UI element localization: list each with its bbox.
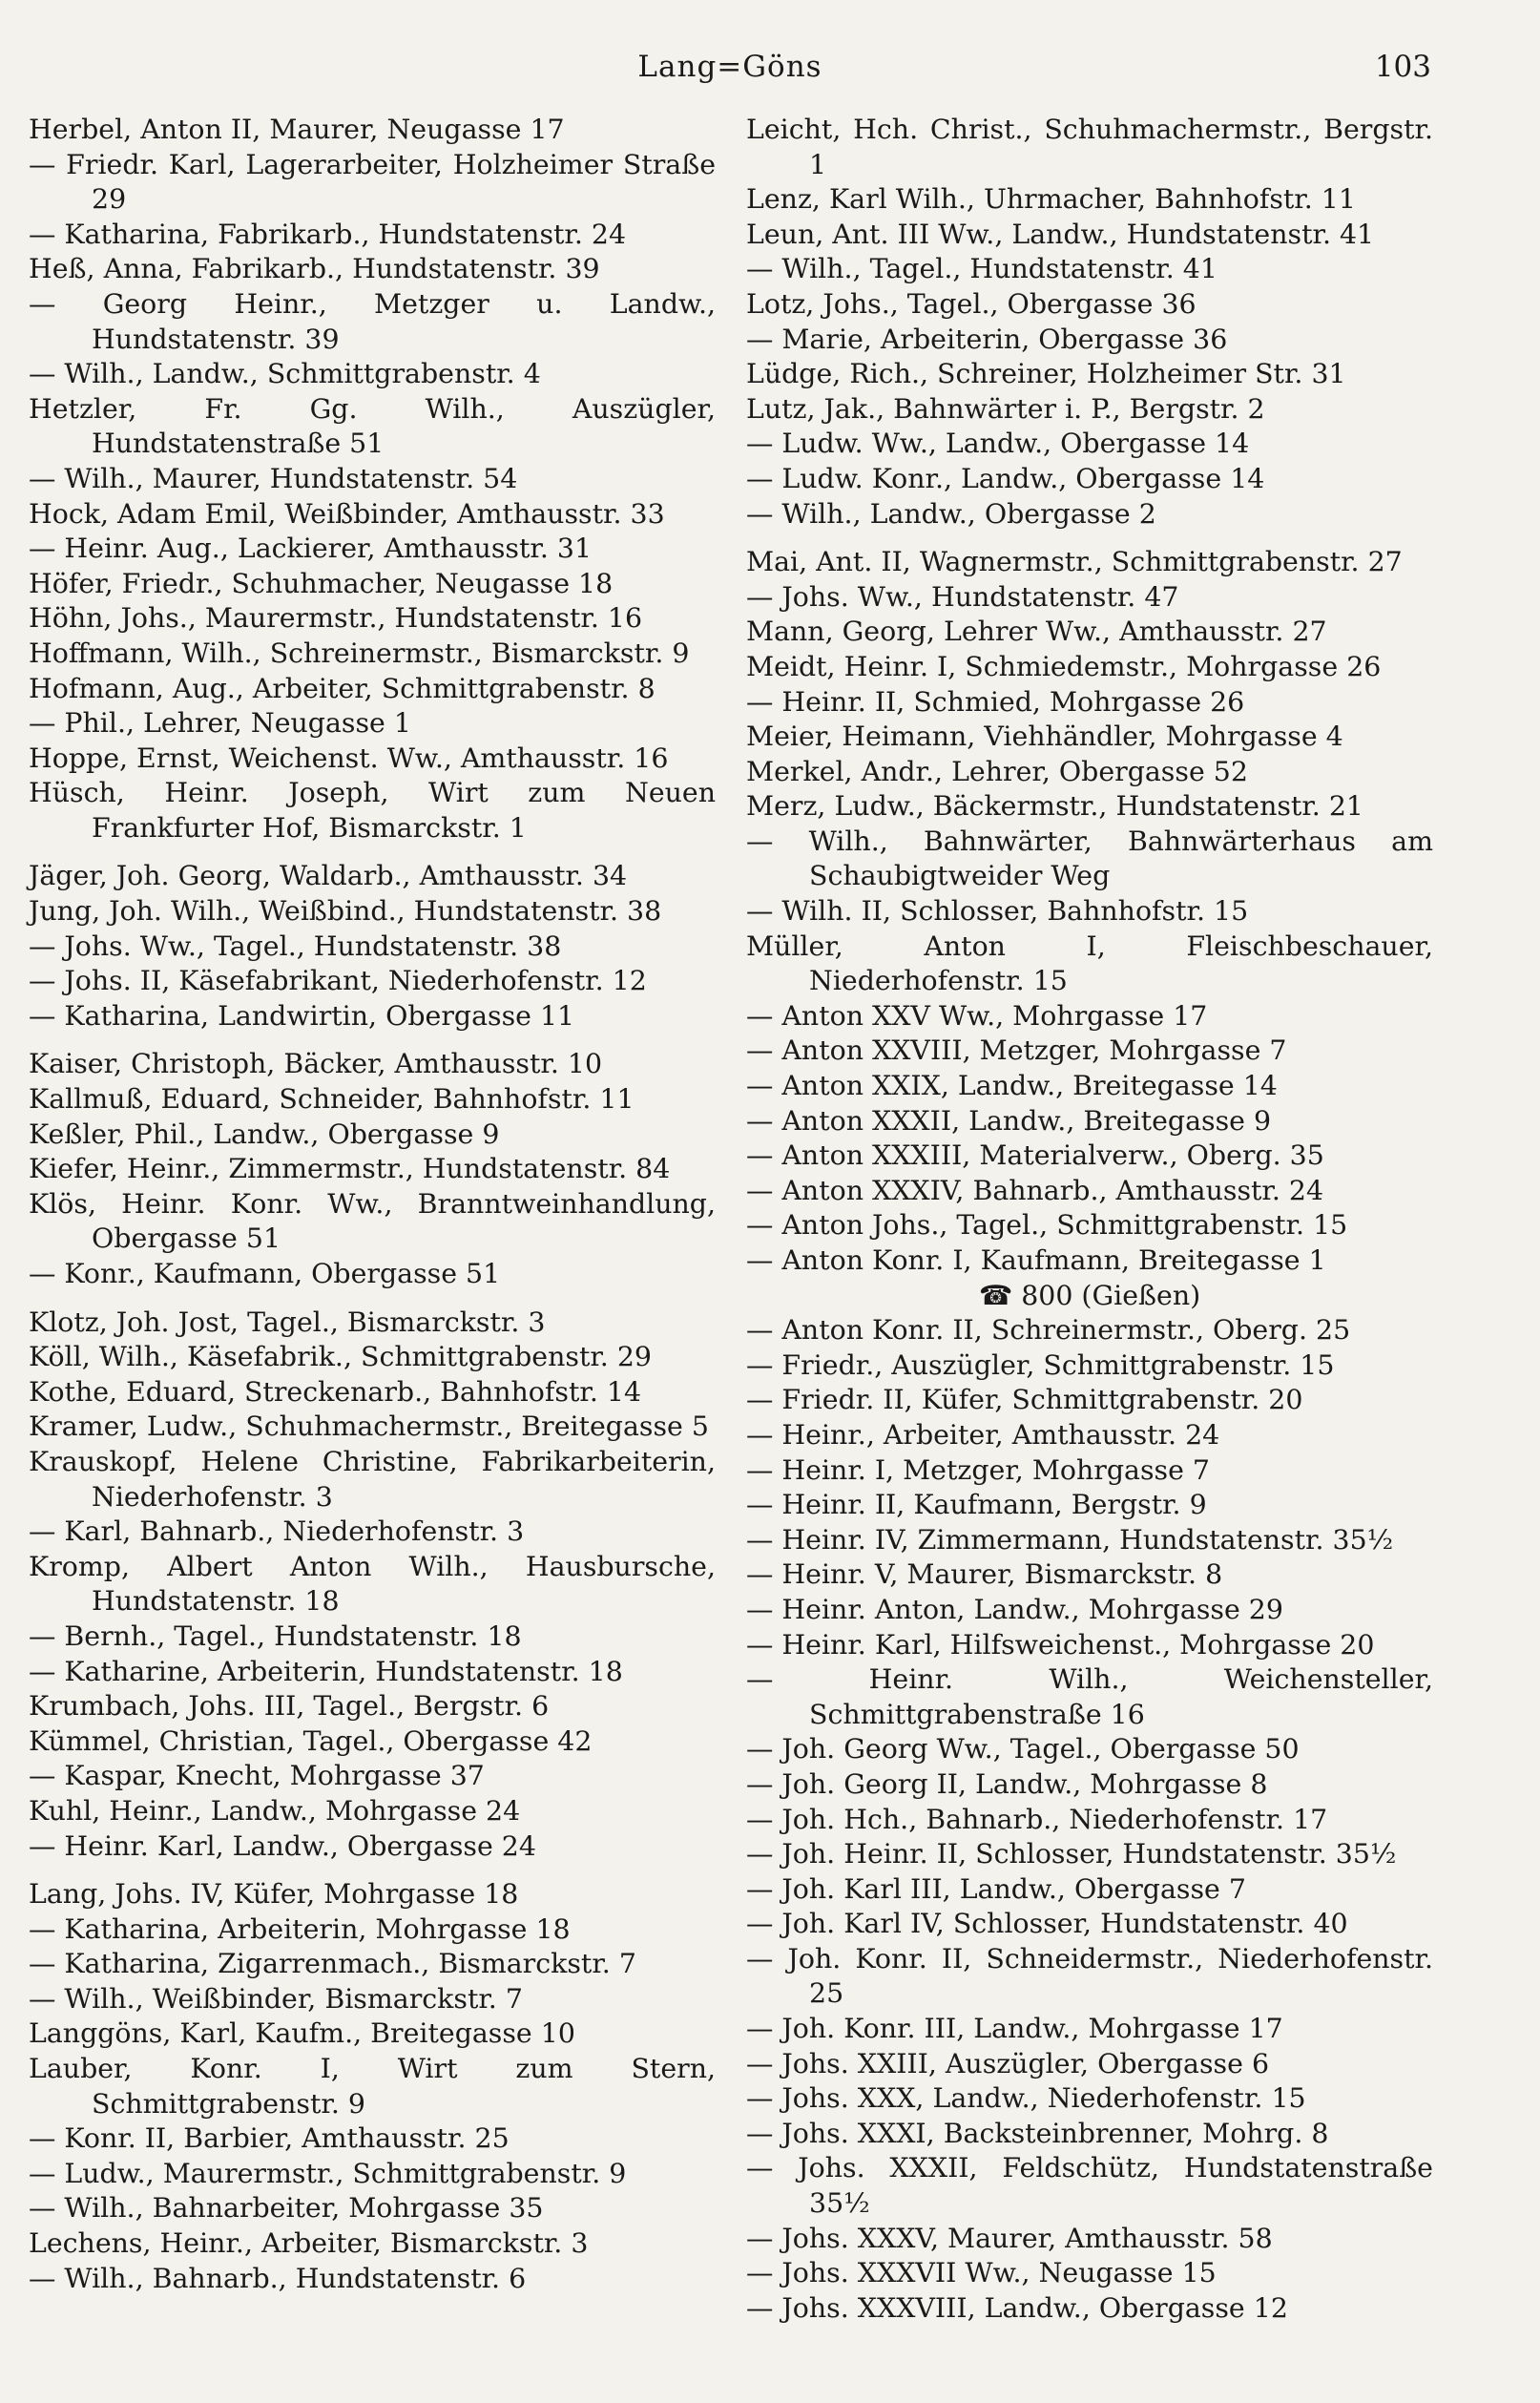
directory-entry: — Heinr. IV, Zimmermann, Hundstatenstr. 35½: [746, 1523, 1394, 1556]
directory-entry: — Marie, Arbeiterin, Obergasse 36: [746, 323, 1228, 355]
directory-entry: Mann, Georg, Lehrer Ww., Amthausstr. 27: [746, 616, 1327, 648]
directory-entry: Lang, Johs. IV, Küfer, Mohrgasse 18: [29, 1878, 519, 1911]
directory-entry: — Wilh., Tagel., Hundstatenstr. 41: [746, 253, 1217, 285]
directory-entry: Keßler, Phil., Landw., Obergasse 9: [29, 1118, 500, 1150]
directory-entry: Kuhl, Heinr., Landw., Mohrgasse 24: [29, 1794, 521, 1827]
directory-entry: — Ludw. Konr., Landw., Obergasse 14: [746, 462, 1265, 494]
page-title: Lang=Göns: [637, 50, 822, 84]
directory-entry: Kothe, Eduard, Streckenarb., Bahnhofstr. 14: [29, 1375, 642, 1408]
directory-entry: Kallmuß, Eduard, Schneider, Bahnhofstr. 11: [29, 1083, 635, 1116]
directory-entry: — Katharina, Landwirtin, Obergasse 11: [29, 999, 575, 1032]
directory-entry: — Johs. XXXII, Feldschütz, Hundstatenstraße 35½: [746, 2152, 1433, 2220]
directory-entry: Hoppe, Ernst, Weichenst. Ww., Amthausstr. 16: [29, 742, 669, 774]
directory-entry: Köll, Wilh., Käsefabrik., Schmittgrabenstr. 29: [29, 1341, 652, 1373]
directory-entry: Lechens, Heinr., Arbeiter, Bismarckstr. 3: [29, 2227, 589, 2260]
directory-entry: — Heinr. Anton, Landw., Mohrgasse 29: [746, 1593, 1283, 1625]
directory-entry: — Johs. XXXVII Ww., Neugasse 15: [746, 2257, 1217, 2289]
directory-entry: — Bernh., Tagel., Hundstatenstr. 18: [29, 1619, 522, 1652]
directory-entry: Krauskopf, Helene Christine, Fabrikarbeiterin, Niederhofenstr. 3: [29, 1445, 716, 1513]
directory-entry: Lüdge, Rich., Schreiner, Holzheimer Str. 31: [746, 358, 1346, 390]
directory-entry: — Katharina, Fabrikarb., Hundstatenstr. 24: [29, 218, 627, 250]
directory-entry: — Wilh., Maurer, Hundstatenstr. 54: [29, 462, 518, 494]
directory-entry: — Kaspar, Knecht, Mohrgasse 37: [29, 1760, 485, 1792]
directory-entry: — Heinr. I, Metzger, Mohrgasse 7: [746, 1453, 1210, 1486]
directory-entry: Hock, Adam Emil, Weißbinder, Amthausstr. 33: [29, 497, 665, 530]
directory-entry: Mai, Ant. II, Wagnermstr., Schmittgrabenstr. 27: [746, 546, 1403, 578]
directory-entry: — Wilh., Bahnarbeiter, Mohrgasse 35: [29, 2192, 544, 2225]
directory-entry: — Katharina, Arbeiterin, Mohrgasse 18: [29, 1912, 571, 1945]
directory-entry: Höhn, Johs., Maurermstr., Hundstatenstr. 16: [29, 602, 643, 635]
directory-entry: — Konr. II, Barbier, Amthausstr. 25: [29, 2122, 510, 2155]
directory-entry: Hetzler, Fr. Gg. Wilh., Auszügler, Hundstatenstraße 51: [29, 392, 716, 460]
directory-entry: Kromp, Albert Anton Wilh., Hausbursche, Hundstatenstr. 18: [29, 1550, 716, 1618]
directory-entry: Klös, Heinr. Konr. Ww., Branntweinhandlung, Obergasse 51: [29, 1187, 716, 1255]
directory-entry: Lauber, Konr. I, Wirt zum Stern, Schmittgrabenstr. 9: [29, 2053, 716, 2120]
directory-entry: — Johs. XXIII, Auszügler, Obergasse 6: [746, 2047, 1270, 2079]
directory-entry: Hüsch, Heinr. Joseph, Wirt zum Neuen Frankfurter Hof, Bismarckstr. 1: [29, 777, 716, 844]
directory-entry: Lotz, Johs., Tagel., Obergasse 36: [746, 287, 1197, 320]
directory-entry: Jäger, Joh. Georg, Waldarb., Amthausstr. 34: [29, 860, 628, 892]
directory-entry: Merz, Ludw., Bäckermstr., Hundstatenstr. 21: [746, 790, 1363, 823]
directory-entry: — Heinr. II, Schmied, Mohrgasse 26: [746, 685, 1245, 718]
directory-entry: Müller, Anton I, Fleischbeschauer, Niederhofenstr. 15: [746, 930, 1433, 997]
directory-entry: — Wilh., Weißbinder, Bismarckstr. 7: [29, 1982, 523, 2015]
directory-entry: Kramer, Ludw., Schuhmachermstr., Breitegasse 5: [29, 1410, 709, 1443]
directory-entry: Herbel, Anton II, Maurer, Neugasse 17: [29, 114, 565, 145]
page-number: 103: [1374, 50, 1431, 84]
directory-entry: Meier, Heimann, Viehhändler, Mohrgasse 4: [746, 721, 1343, 753]
page-header: [29, 50, 1431, 92]
directory-entry: — Heinr. Wilh., Weichensteller, Schmittgrabenstraße 16: [746, 1663, 1433, 1730]
directory-entry: — Karl, Bahnarb., Niederhofenstr. 3: [29, 1515, 525, 1548]
directory-entry: Lenz, Karl Wilh., Uhrmacher, Bahnhofstr. 11: [746, 183, 1356, 216]
directory-entry: Klotz, Joh. Jost, Tagel., Bismarckstr. 3: [29, 1306, 546, 1338]
directory-entry: — Johs. Ww., Tagel., Hundstatenstr. 38: [29, 930, 562, 962]
directory-entry: Kümmel, Christian, Tagel., Obergasse 42: [29, 1724, 593, 1757]
directory-entry: Merkel, Andr., Lehrer, Obergasse 52: [746, 755, 1248, 787]
directory-entry: — Joh. Konr. II, Schneidermstr., Niederhofenstr. 25: [746, 1942, 1433, 2010]
directory-entry: — Anton XXXII, Landw., Breitegasse 9: [746, 1104, 1272, 1137]
directory-entry: — Katharine, Arbeiterin, Hundstatenstr. 18: [29, 1655, 623, 1687]
directory-entry: — Johs. Ww., Hundstatenstr. 47: [746, 580, 1179, 613]
directory-entry: Höfer, Friedr., Schuhmacher, Neugasse 18: [29, 567, 614, 599]
directory-entry: — Joh. Karl III, Landw., Obergasse 7: [746, 1872, 1246, 1905]
right-column: [746, 113, 1433, 2326]
directory-entry: Lutz, Jak., Bahnwärter i. P., Bergstr. 2: [746, 392, 1265, 425]
directory-entry: — Joh. Hch., Bahnarb., Niederhofenstr. 17: [746, 1803, 1328, 1835]
directory-entry: — Joh. Georg Ww., Tagel., Obergasse 50: [746, 1733, 1300, 1766]
directory-entry: — Friedr. Karl, Lagerarbeiter, Holzheimer Straße 29: [29, 148, 716, 216]
directory-entry: — Joh. Heinr. II, Schlosser, Hundstatenstr. 35½: [746, 1838, 1397, 1870]
directory-entry: — Anton Konr. II, Schreinermstr., Oberg. 25: [746, 1314, 1351, 1347]
directory-entry: Hoffmann, Wilh., Schreinermstr., Bismarckstr. 9: [29, 637, 690, 669]
directory-entry: — Heinr. II, Kaufmann, Bergstr. 9: [746, 1489, 1207, 1521]
directory-entry: — Heinr., Arbeiter, Amthausstr. 24: [746, 1418, 1220, 1451]
directory-entry: — Anton XXV Ww., Mohrgasse 17: [746, 999, 1208, 1032]
directory-entry: Kiefer, Heinr., Zimmermstr., Hundstatenstr. 84: [29, 1153, 671, 1185]
directory-entry: — Wilh., Landw., Schmittgrabenstr. 4: [29, 358, 541, 390]
directory-entry: — Heinr. Karl, Landw., Obergasse 24: [29, 1829, 536, 1862]
directory-entry: — Johs. XXX, Landw., Niederhofenstr. 15: [746, 2082, 1306, 2115]
directory-entry: — Anton Johs., Tagel., Schmittgrabenstr. 15: [746, 1209, 1348, 1242]
directory-entry: — Anton XXIX, Landw., Breitegasse 14: [746, 1070, 1278, 1102]
directory-entry: — Joh. Konr. III, Landw., Mohrgasse 17: [746, 2013, 1283, 2045]
directory-entry: Krumbach, Johs. III, Tagel., Bergstr. 6: [29, 1690, 550, 1723]
directory-entry: — Friedr. II, Küfer, Schmittgrabenstr. 20: [746, 1384, 1303, 1416]
left-column: [29, 113, 716, 2296]
directory-entry: — Joh. Karl IV, Schlosser, Hundstatenstr. 40: [746, 1908, 1348, 1940]
directory-entry: — Wilh., Bahnwärter, Bahnwärterhaus am Schaubigtweider Weg: [746, 825, 1433, 892]
directory-entry: Meidt, Heinr. I, Schmiedemstr., Mohrgasse 26: [746, 650, 1382, 682]
directory-entry: — Friedr., Auszügler, Schmittgrabenstr. 15: [746, 1348, 1335, 1381]
directory-entry: Heß, Anna, Fabrikarb., Hundstatenstr. 39: [29, 253, 600, 285]
directory-entry: — Heinr. Karl, Hilfsweichenst., Mohrgasse 20: [746, 1628, 1375, 1661]
directory-entry: — Phil., Lehrer, Neugasse 1: [29, 707, 411, 740]
directory-entry: Jung, Joh. Wilh., Weißbind., Hundstatenstr. 38: [29, 895, 662, 928]
directory-entry: — Ludw. Ww., Landw., Obergasse 14: [746, 428, 1250, 460]
directory-entry: — Anton XXVIII, Metzger, Mohrgasse 7: [746, 1034, 1287, 1067]
directory-entry: — Georg Heinr., Metzger u. Landw., Hundstatenstr. 39: [29, 287, 716, 355]
directory-entry: — Wilh. II, Schlosser, Bahnhofstr. 15: [746, 895, 1249, 928]
directory-entry: — Johs. II, Käsefabrikant, Niederhofenstr. 12: [29, 965, 647, 997]
directory-entry: — Anton XXXIII, Materialverw., Oberg. 35: [746, 1139, 1324, 1172]
directory-entry: — Ludw., Maurermstr., Schmittgrabenstr. 9: [29, 2157, 627, 2189]
directory-entry: Kaiser, Christoph, Bäcker, Amthausstr. 10: [29, 1048, 603, 1080]
phone-line: ☎ 800 (Gießen): [978, 1279, 1201, 1311]
directory-entry: — Anton XXXIV, Bahnarb., Amthausstr. 24: [746, 1174, 1324, 1206]
directory-entry: Leicht, Hch. Christ., Schuhmachermstr., Bergstr. 1: [746, 114, 1433, 180]
directory-entry: — Konr., Kaufmann, Obergasse 51: [29, 1258, 501, 1289]
directory-entry: — Wilh., Landw., Obergasse 2: [746, 497, 1156, 530]
directory-entry: Leun, Ant. III Ww., Landw., Hundstatenstr. 41: [746, 218, 1375, 250]
directory-entry: — Heinr. Aug., Lackierer, Amthausstr. 31: [29, 533, 593, 565]
directory-entry: — Katharina, Zigarrenmach., Bismarckstr. 7: [29, 1948, 636, 1980]
directory-entry: — Johs. XXXVIII, Landw., Obergasse 12: [746, 2291, 1288, 2324]
directory-entry: Langgöns, Karl, Kaufm., Breitegasse 10: [29, 2017, 575, 2050]
directory-entry: Hofmann, Aug., Arbeiter, Schmittgrabenstr. 8: [29, 672, 656, 704]
directory-entry: — Anton Konr. I, Kaufmann, Breitegasse 1: [746, 1244, 1326, 1276]
directory-entry: — Johs. XXXI, Backsteinbrenner, Mohrg. 8: [746, 2117, 1329, 2149]
directory-entry: — Wilh., Bahnarb., Hundstatenstr. 6: [29, 2262, 527, 2294]
directory-entry: — Joh. Georg II, Landw., Mohrgasse 8: [746, 1767, 1268, 1800]
directory-entry: — Heinr. V, Maurer, Bismarckstr. 8: [746, 1558, 1223, 1591]
directory-entry: — Johs. XXXV, Maurer, Amthausstr. 58: [746, 2222, 1273, 2254]
